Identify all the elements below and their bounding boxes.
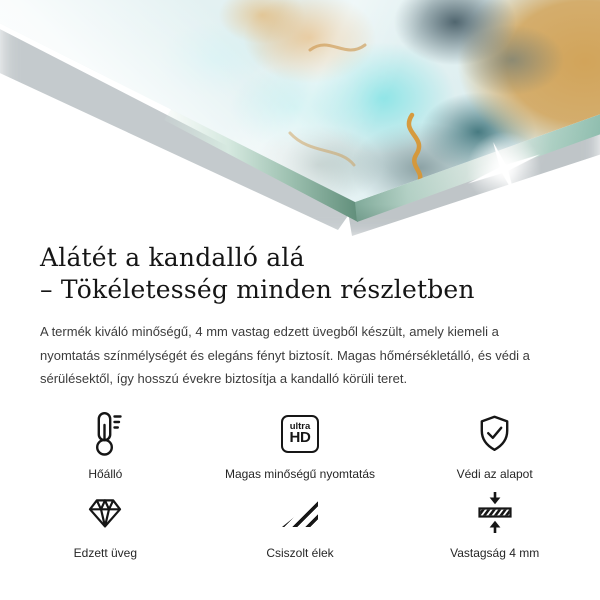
feature-icon-wrap bbox=[281, 411, 319, 457]
feature-5 bbox=[203, 490, 398, 561]
feature-label: Hőálló bbox=[88, 466, 123, 481]
hero-product-image bbox=[0, 0, 600, 238]
page-title bbox=[40, 242, 560, 306]
features-grid bbox=[0, 411, 600, 561]
title-line-1: Alátét a kandalló alá bbox=[40, 243, 305, 272]
feature-label: Vastagság 4 mm bbox=[450, 545, 540, 560]
feature-icon-wrap bbox=[88, 411, 122, 457]
feature-1 bbox=[8, 411, 203, 482]
feature-icon-wrap bbox=[476, 490, 514, 536]
thermometer-icon bbox=[88, 411, 122, 457]
thickness-icon bbox=[476, 491, 514, 534]
feature-3 bbox=[397, 411, 592, 482]
feature-6 bbox=[397, 490, 592, 561]
ultra-hd-badge-top: ultra bbox=[289, 420, 311, 432]
feature-label: Védi az alapot bbox=[456, 466, 533, 481]
polished-edges-icon bbox=[282, 498, 318, 527]
product-description-text: A termék kiváló minőségű, 4 mm vastag edzett üvegből készült, amely kiemeli a nyomtatás színmélységét és elegáns fényt biztosít. Magas hőmérsékletálló, és védi a sérülésektől, így hosszú évekre biztosítja a kandalló körüli teret. bbox=[40, 324, 530, 386]
feature-label: Magas minőségű nyomtatás bbox=[224, 466, 376, 481]
feature-2 bbox=[203, 411, 398, 482]
shield-check-icon bbox=[476, 414, 513, 454]
ultra-hd-icon bbox=[281, 415, 319, 453]
feature-icon-wrap bbox=[476, 411, 513, 457]
diamond-icon bbox=[86, 497, 124, 529]
feature-label: Csiszolt élek bbox=[266, 545, 334, 560]
feature-icon-wrap bbox=[86, 490, 124, 536]
feature-label: Edzett üveg bbox=[73, 545, 138, 560]
feature-icon-wrap bbox=[282, 490, 318, 536]
gold-ink-veins bbox=[250, 15, 460, 190]
feature-4 bbox=[8, 490, 203, 561]
ultra-hd-badge-bottom: HD bbox=[289, 429, 311, 447]
title-line-2: – Tökéletesség minden részletben bbox=[40, 275, 475, 304]
